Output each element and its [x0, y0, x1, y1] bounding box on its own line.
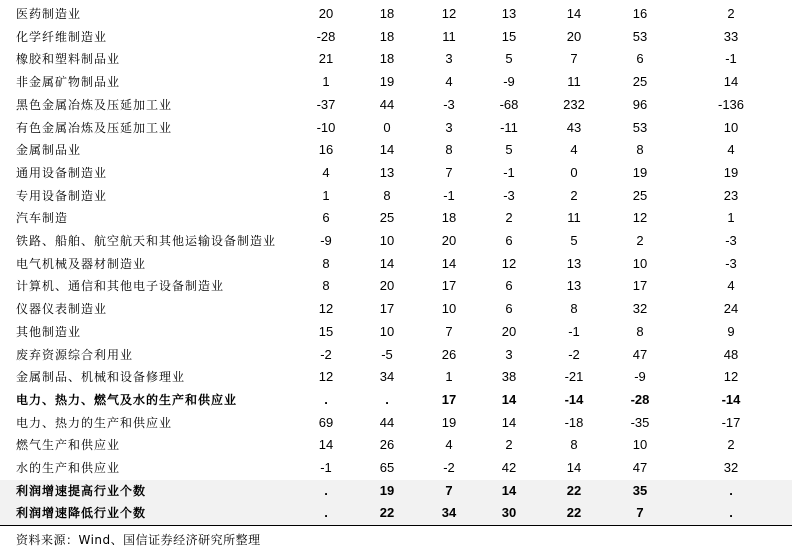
row-label: 通用设备制造业 — [16, 165, 108, 180]
row-value: 2 — [636, 233, 644, 249]
row-value: 12 — [441, 6, 457, 21]
row-label: 金属制品业 — [16, 143, 82, 158]
row-value: 8 — [570, 301, 578, 317]
row-value: 0 — [383, 119, 391, 135]
row-value: 8 — [570, 437, 578, 453]
row-value: 10 — [379, 323, 395, 339]
row-label: 计算机、通信和其他电子设备制造业 — [16, 279, 225, 294]
row-value: 17 — [441, 391, 457, 407]
row-value: 3 — [505, 346, 513, 362]
row-value: 35 — [610, 480, 670, 503]
row-value: 10 — [723, 119, 739, 135]
row-value: 4 — [727, 278, 735, 294]
table-row — [0, 502, 792, 525]
row-label: 燃气生产和供应业 — [16, 438, 121, 453]
table-row — [0, 230, 792, 253]
row-value: 1 — [727, 210, 735, 226]
row-value: 26 — [379, 437, 395, 453]
row-value: 32 — [632, 301, 648, 317]
row-value: 10 — [632, 437, 648, 453]
row-value: -37 — [316, 96, 336, 112]
row-value: -10 — [316, 119, 336, 135]
row-value: 8 — [383, 187, 391, 203]
row-value: 32 — [723, 460, 739, 476]
row-value: 6 — [636, 51, 644, 67]
row-value: 8 — [445, 142, 453, 158]
row-value: 12 — [318, 301, 334, 317]
row-value: 96 — [632, 96, 648, 112]
row-value: 25 — [632, 74, 648, 90]
row-value: 44 — [379, 96, 395, 112]
row-value: -9 — [320, 233, 332, 249]
table-row — [0, 434, 792, 457]
table-row — [0, 480, 792, 503]
row-value: -28 — [630, 391, 650, 407]
row-value: 20 — [501, 323, 517, 339]
row-value: . — [324, 391, 328, 407]
row-value: 5 — [505, 142, 513, 158]
row-label: 橡胶和塑料制品业 — [16, 52, 121, 67]
row-value: 19 — [379, 74, 395, 90]
row-value: 7 — [418, 480, 480, 503]
row-value: 23 — [723, 187, 739, 203]
row-value: 34 — [379, 369, 395, 385]
row-label: 电力、热力的生产和供应业 — [16, 415, 173, 430]
row-value: 4 — [570, 142, 578, 158]
row-value: 22 — [538, 502, 610, 525]
row-value: 8 — [636, 142, 644, 158]
row-value: 15 — [501, 28, 517, 44]
row-value: 14 — [723, 74, 739, 90]
row-value: 8 — [636, 323, 644, 339]
row-value: -3 — [725, 255, 737, 271]
row-value: 14 — [566, 460, 582, 476]
row-value: 4 — [445, 437, 453, 453]
row-value: 19 — [441, 414, 457, 430]
row-value: -2 — [568, 346, 580, 362]
row-value: 25 — [379, 210, 395, 226]
row-value: 19 — [356, 480, 418, 503]
table-row — [0, 117, 792, 140]
row-value: 20 — [318, 6, 334, 21]
table-row — [0, 389, 792, 412]
row-value: 18 — [441, 210, 457, 226]
row-value: 47 — [632, 460, 648, 476]
row-label: 利润增速提高行业个数 — [0, 480, 296, 503]
row-value: -1 — [725, 51, 737, 67]
row-value: 13 — [501, 6, 517, 21]
table-body — [0, 3, 792, 526]
row-value: 16 — [318, 142, 334, 158]
row-value: -14 — [564, 391, 584, 407]
row-value: 7 — [445, 164, 453, 180]
table-row — [0, 366, 792, 389]
row-value: 2 — [570, 187, 578, 203]
row-value: 4 — [445, 74, 453, 90]
row-value: 47 — [632, 346, 648, 362]
row-value: 5 — [505, 51, 513, 67]
row-value: 69 — [318, 414, 334, 430]
table-row — [0, 26, 792, 49]
row-label: 利润增速降低行业个数 — [0, 502, 296, 525]
row-label: 黑色金属冶炼及压延加工业 — [16, 97, 173, 112]
row-value: 26 — [441, 346, 457, 362]
row-value: -3 — [725, 233, 737, 249]
table-row — [0, 207, 792, 230]
row-value: 8 — [322, 278, 330, 294]
row-value: 11 — [567, 210, 581, 226]
row-value: 13 — [566, 278, 582, 294]
row-value: 14 — [379, 255, 395, 271]
row-value: 5 — [570, 233, 578, 249]
row-value: 38 — [501, 369, 517, 385]
row-value: -18 — [564, 414, 584, 430]
row-value: 30 — [480, 502, 538, 525]
table-row — [0, 94, 792, 117]
row-value: 18 — [379, 51, 395, 67]
row-value: -1 — [503, 164, 515, 180]
row-value: 3 — [445, 119, 453, 135]
table-row — [0, 185, 792, 208]
row-value: 4 — [322, 164, 330, 180]
row-value: 12 — [501, 255, 517, 271]
row-value: 6 — [505, 278, 513, 294]
row-value: 65 — [379, 460, 395, 476]
row-value: 33 — [723, 28, 739, 44]
row-value: 10 — [632, 255, 648, 271]
row-value: 12 — [318, 369, 334, 385]
row-value: 12 — [632, 210, 648, 226]
row-value: 14 — [501, 414, 517, 430]
row-value: 6 — [322, 210, 330, 226]
row-value: 9 — [727, 323, 735, 339]
row-value: 42 — [501, 460, 517, 476]
row-value: 17 — [632, 278, 648, 294]
row-value: -1 — [443, 187, 455, 203]
row-value: 20 — [566, 28, 582, 44]
row-value: -3 — [503, 187, 515, 203]
row-value: 17 — [379, 301, 395, 317]
source-note: 资料来源：Wind、国信证券经济研究所整理 — [16, 533, 261, 547]
row-value: 15 — [318, 323, 334, 339]
row-value: 20 — [441, 233, 457, 249]
row-value: 3 — [445, 51, 453, 67]
row-value: 6 — [505, 233, 513, 249]
row-value: 22 — [356, 502, 418, 525]
table-row — [0, 344, 792, 367]
row-value: . — [670, 480, 792, 503]
row-value: 13 — [566, 255, 582, 271]
row-value: -28 — [316, 28, 336, 44]
row-value: 12 — [723, 369, 739, 385]
row-label: 仪器仪表制造业 — [16, 302, 108, 317]
row-value: -3 — [443, 96, 455, 112]
row-value: . — [296, 502, 356, 525]
row-value: -9 — [634, 369, 646, 385]
row-value: -35 — [630, 414, 650, 430]
row-value: 44 — [379, 414, 395, 430]
row-value: -1 — [568, 323, 580, 339]
row-label: 水的生产和供应业 — [16, 461, 121, 476]
row-label: 金属制品、机械和设备修理业 — [16, 370, 186, 385]
row-value: 8 — [322, 255, 330, 271]
row-value: 18 — [379, 6, 395, 21]
industry-profit-table — [0, 3, 792, 526]
row-value: 2 — [505, 210, 513, 226]
table-row — [0, 253, 792, 276]
row-value: 53 — [632, 28, 648, 44]
row-value: 4 — [727, 142, 735, 158]
row-value: 24 — [723, 301, 739, 317]
row-value: 17 — [441, 278, 457, 294]
row-value: 21 — [318, 51, 334, 67]
row-value: -68 — [499, 96, 519, 112]
row-value: -9 — [503, 74, 515, 90]
row-value: -21 — [564, 369, 584, 385]
row-value: -1 — [320, 460, 332, 476]
row-value: 2 — [727, 437, 735, 453]
row-value: 14 — [441, 255, 457, 271]
row-value: 11 — [567, 74, 581, 90]
row-value: 1 — [322, 74, 330, 90]
row-label: 专用设备制造业 — [16, 188, 108, 203]
table-row — [0, 298, 792, 321]
row-label: 汽车制造 — [16, 211, 69, 226]
row-value: -2 — [320, 346, 332, 362]
row-value: 232 — [563, 96, 585, 112]
row-value: 25 — [632, 187, 648, 203]
row-value: 7 — [445, 323, 453, 339]
row-value: 19 — [632, 164, 648, 180]
row-value: -5 — [381, 346, 393, 362]
row-label: 化学纤维制造业 — [16, 29, 108, 44]
row-value: 53 — [632, 119, 648, 135]
row-value: 43 — [566, 119, 582, 135]
row-value: 1 — [322, 187, 330, 203]
row-label: 其他制造业 — [16, 324, 82, 339]
row-value: 2 — [505, 437, 513, 453]
row-value: 22 — [538, 480, 610, 503]
row-value: 14 — [318, 437, 334, 453]
row-value: 2 — [727, 6, 735, 21]
row-value: 16 — [632, 6, 648, 21]
row-label: 废弃资源综合利用业 — [16, 347, 134, 362]
row-value: 18 — [379, 28, 395, 44]
table-row — [0, 321, 792, 344]
row-value: 6 — [505, 301, 513, 317]
table-row — [0, 457, 792, 480]
row-value: -11 — [500, 119, 518, 135]
table-row — [0, 275, 792, 298]
row-value: 20 — [379, 278, 395, 294]
table-row — [0, 412, 792, 435]
row-value: 34 — [418, 502, 480, 525]
row-value: -17 — [721, 414, 741, 430]
row-value: 0 — [570, 164, 578, 180]
row-value: -14 — [721, 391, 741, 407]
row-value: 10 — [441, 301, 457, 317]
row-value: 11 — [442, 28, 456, 44]
table-row — [0, 162, 792, 185]
row-value: 10 — [379, 233, 395, 249]
row-label: 电力、热力、燃气及水的生产和供应业 — [16, 392, 238, 407]
row-value: -136 — [717, 96, 745, 112]
row-value: 19 — [723, 164, 739, 180]
row-label: 电气机械及器材制造业 — [16, 256, 147, 271]
row-value: 13 — [379, 164, 395, 180]
row-value: 7 — [570, 51, 578, 67]
row-label: 有色金属冶炼及压延加工业 — [16, 120, 173, 135]
table-row — [0, 139, 792, 162]
table-row — [0, 48, 792, 71]
table-row — [0, 71, 792, 94]
row-value: . — [385, 391, 389, 407]
row-value: . — [670, 502, 792, 525]
row-value: 14 — [566, 6, 582, 21]
row-value: -2 — [443, 460, 455, 476]
row-value: . — [296, 480, 356, 503]
row-value: 1 — [445, 369, 453, 385]
row-value: 48 — [723, 346, 739, 362]
row-value: 7 — [610, 502, 670, 525]
row-label: 医药制造业 — [16, 7, 82, 21]
row-value: 14 — [501, 391, 517, 407]
row-label: 铁路、船舶、航空航天和其他运输设备制造业 — [16, 234, 277, 249]
row-value: 14 — [480, 480, 538, 503]
row-value: 14 — [379, 142, 395, 158]
table-row — [0, 3, 792, 26]
row-label: 非金属矿物制品业 — [16, 75, 121, 90]
